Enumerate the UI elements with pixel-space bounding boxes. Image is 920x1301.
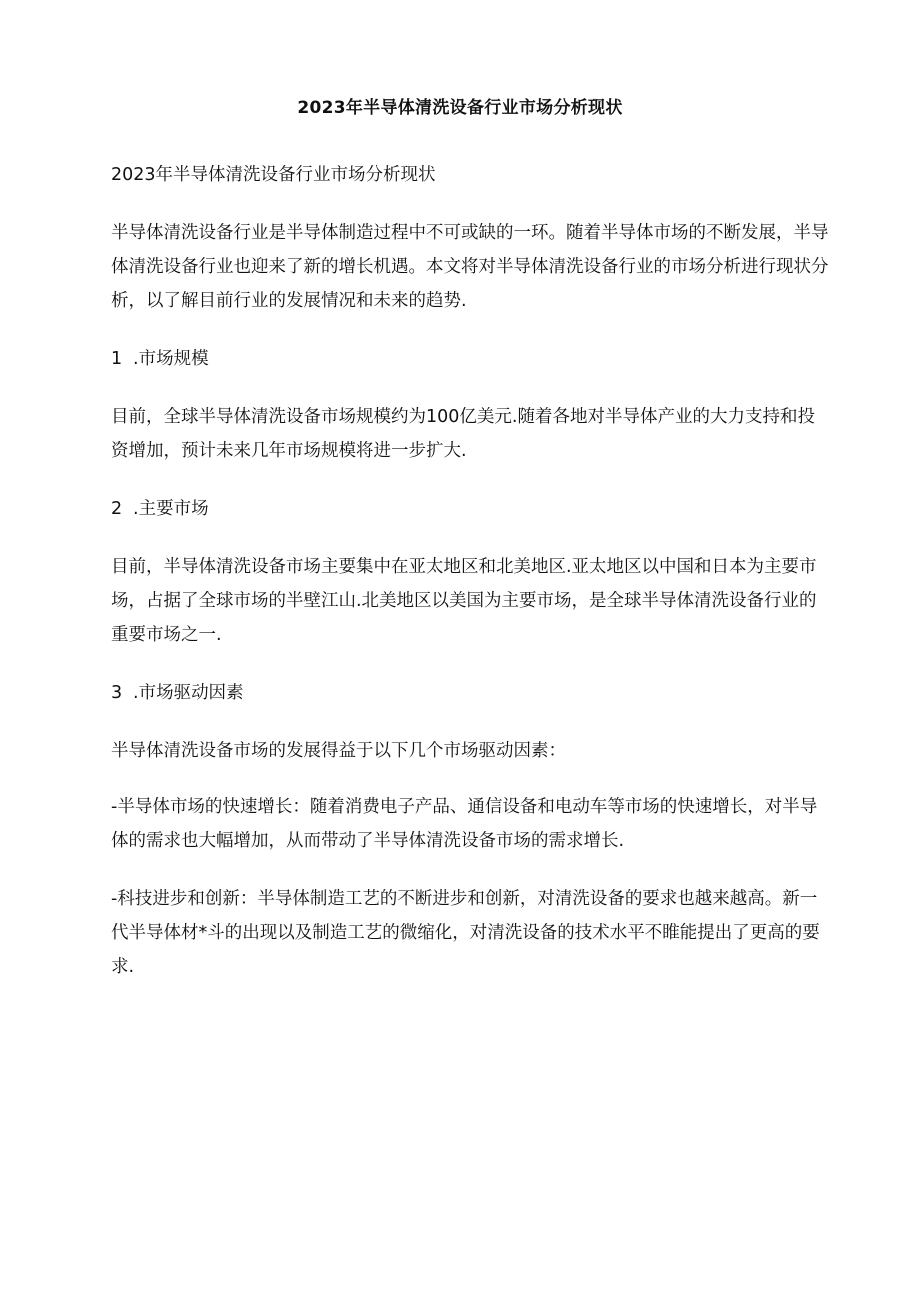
section-heading-market-drivers	[111, 676, 831, 710]
section-paragraph-market-drivers: 半导体清洗设备市场的发展得益于以下几个市场驱动因素：	[111, 741, 566, 761]
section-title: .主要市场	[133, 499, 209, 519]
section-heading-main-markets	[111, 492, 831, 526]
intro-paragraph: 半导体清洗设备行业是半导体制造过程中不可或缺的一环。随着半导体市场的不断发展，半导体清洗设备行业也迎来了新的增长机遇。本文将对半导体清洗设备行业的市场分析进行现状分析，以了解目前行业的发展情况和未来的趋势.	[111, 223, 829, 311]
driver-bullet-market-growth: -半导体市场的快速增长：随着消费电子产品、通信设备和电动车等市场的快速增长，对半导体的需求也大幅增加，从而带动了半导体清洗设备市场的需求增长.	[111, 797, 818, 851]
section-title: .市场规模	[133, 349, 209, 369]
section-number: 3	[111, 683, 123, 703]
section-heading-market-size	[111, 342, 831, 376]
section-paragraph-market-size: 目前，全球半导体清洗设备市场规模约为100亿美元.随着各地对半导体产业的大力支持和投资增加，预计未来几年市场规模将进一步扩大.	[111, 407, 815, 461]
document-subtitle: 2023年半导体清洗设备行业市场分析现状	[111, 165, 436, 185]
driver-bullet-tech-progress: -科技进步和创新：半导体制造工艺的不断进步和创新，对清洗设备的要求也越来越高。新一代半导体材*斗的出现以及制造工艺的微缩化，对清洗设备的技术水平不睢能提出了更高的要求.	[111, 889, 820, 977]
document-title: 2023年半导体清洗设备行业市场分析现状	[297, 98, 623, 118]
section-number: 2	[111, 499, 123, 519]
section-paragraph-main-markets: 目前，半导体清洗设备市场主要集中在亚太地区和北美地区.亚太地区以中国和日本为主要市场，占据了全球市场的半壁江山.北美地区以美国为主要市场，是全球半导体清洗设备行业的重要市场之一.	[111, 557, 817, 645]
document-body	[111, 158, 831, 1008]
section-number: 1	[111, 349, 123, 369]
section-title: .市场驱动因素	[133, 683, 244, 703]
